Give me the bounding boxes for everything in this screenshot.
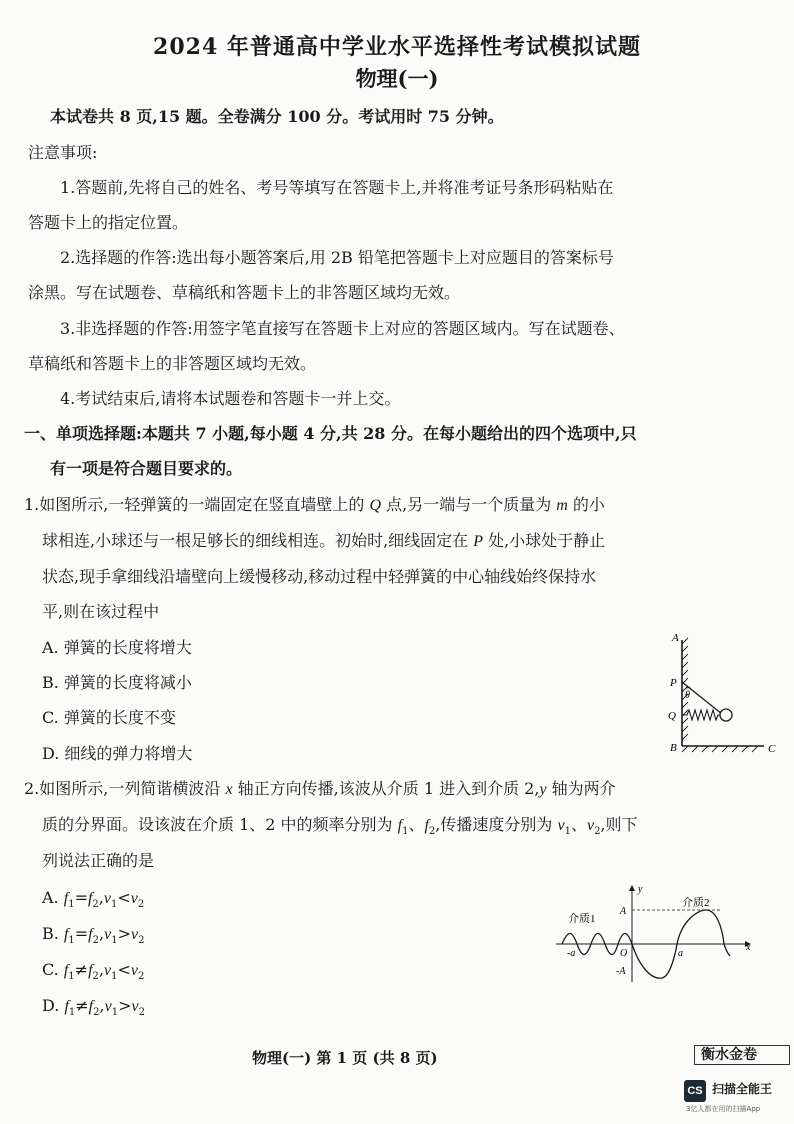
- notice-item-1-line-1: 1.答题前,先将自己的姓名、考号等填写在答题卡上,并将准考证号条形码粘贴在: [60, 178, 614, 197]
- label-c: C: [768, 743, 776, 755]
- label-negative-amplitude: -A: [616, 966, 626, 977]
- q1-option-b[interactable]: B. 弹簧的长度将减小: [42, 673, 192, 692]
- label-p: P: [670, 677, 677, 689]
- label-a: A: [672, 632, 679, 644]
- label-y-axis: y: [638, 884, 643, 895]
- q1-option-a[interactable]: A. 弹簧的长度将增大: [42, 638, 192, 657]
- floor-hatching: [682, 746, 758, 752]
- q2-stem-line-3: 列说法正确的是: [42, 851, 155, 870]
- q1-stem-line-2: 球相连,小球还与一根足够长的细线相连。初始时,细线固定在 P 处,小球处于静止: [42, 531, 606, 550]
- q2-option-c[interactable]: C. $f_1\ne f_2,v_1<v_2$: [42, 960, 145, 983]
- page-footer: 物理(一) 第 1 页 (共 8 页): [252, 1049, 438, 1067]
- exam-title: 2024 年普通高中学业水平选择性考试模拟试题: [153, 34, 641, 60]
- exam-intro: 本试卷共 8 页,15 题。全卷满分 100 分。考试用时 75 分钟。: [50, 107, 504, 126]
- q2-option-a[interactable]: A. $f_1=f_2,v_1<v_2$: [42, 888, 145, 911]
- label-x-axis: x: [746, 942, 751, 953]
- q1-spring-figure: [660, 628, 786, 758]
- label-medium-2: 介质2: [682, 897, 710, 909]
- q2-option-d[interactable]: D. $f_1\ne f_2,v_1>v_2$: [42, 996, 145, 1019]
- q2-option-b[interactable]: B. $f_1=f_2,v_1>v_2$: [42, 924, 145, 947]
- q1-stem-line-1: 1.如图所示,一轻弹簧的一端固定在竖直墙壁上的 Q 点,另一端与一个质量为 m 的小: [24, 495, 605, 514]
- label-q: Q: [668, 710, 676, 722]
- label-theta: θ: [685, 690, 690, 701]
- label-a: a: [678, 948, 683, 959]
- q2-wave-figure: [548, 880, 760, 986]
- q1-stem-line-3: 状态,现手拿细线沿墙壁向上缓慢移动,移动过程中轻弹簧的中心轴线始终保持水: [42, 567, 597, 586]
- section-1-heading-line-1: 一、单项选择题:本题共 7 小题,每小题 4 分,共 28 分。在每小题给出的四个选项中,只: [24, 424, 637, 443]
- notice-item-1-line-2: 答题卡上的指定位置。: [28, 213, 189, 232]
- publisher-stamp: 衡水金卷: [694, 1045, 790, 1065]
- camscanner-name: 扫描全能王: [712, 1082, 773, 1096]
- label-b: B: [670, 742, 677, 754]
- notice-item-4: 4.考试结束后,请将本试题卷和答题卡一并上交。: [60, 389, 401, 408]
- notice-item-3-line-1: 3.非选择题的作答:用签字笔直接写在答题卡上对应的答题区域内。写在试题卷、: [60, 319, 625, 338]
- label-amplitude: A: [620, 906, 627, 917]
- label-medium-1: 介质1: [568, 913, 596, 925]
- notice-item-2-line-1: 2.选择题的作答:选出每小题答案后,用 2B 铅笔把答题卡上对应题目的答案标号: [60, 248, 614, 267]
- label-negative-a: -a: [567, 948, 576, 959]
- label-origin: O: [620, 948, 628, 959]
- notice-item-2-line-2: 涂黑。写在试题卷、草稿纸和答题卡上的非答题区域均无效。: [28, 283, 461, 302]
- camscanner-logo-icon: CS: [684, 1080, 706, 1102]
- notice-item-3-line-2: 草稿纸和答题卡上的非答题区域均无效。: [28, 354, 317, 373]
- q2-stem-line-2: 质的分界面。设该波在介质 1、2 中的频率分别为 $f_1$、$f_2$,传播速度分别为 $v_1$、$v_2$,则下: [42, 815, 638, 838]
- q2-stem-line-1: 2.如图所示,一列简谐横波沿 x 轴正方向传播,该波从介质 1 进入到介质 2,y 轴为两介: [24, 779, 616, 798]
- q1-option-c[interactable]: C. 弹簧的长度不变: [42, 708, 176, 727]
- exam-subtitle: 物理(一): [355, 66, 439, 91]
- wall-hatching: [682, 638, 688, 740]
- notice-heading: 注意事项:: [28, 143, 98, 162]
- section-1-heading-line-2: 有一项是符合题目要求的。: [50, 459, 243, 478]
- ball: [720, 709, 732, 721]
- q1-option-d[interactable]: D. 细线的弹力将增大: [42, 744, 193, 763]
- q1-stem-line-4: 平,则在该过程中: [42, 602, 160, 621]
- camscanner-tagline: 3亿人都在用的扫描App: [686, 1105, 761, 1113]
